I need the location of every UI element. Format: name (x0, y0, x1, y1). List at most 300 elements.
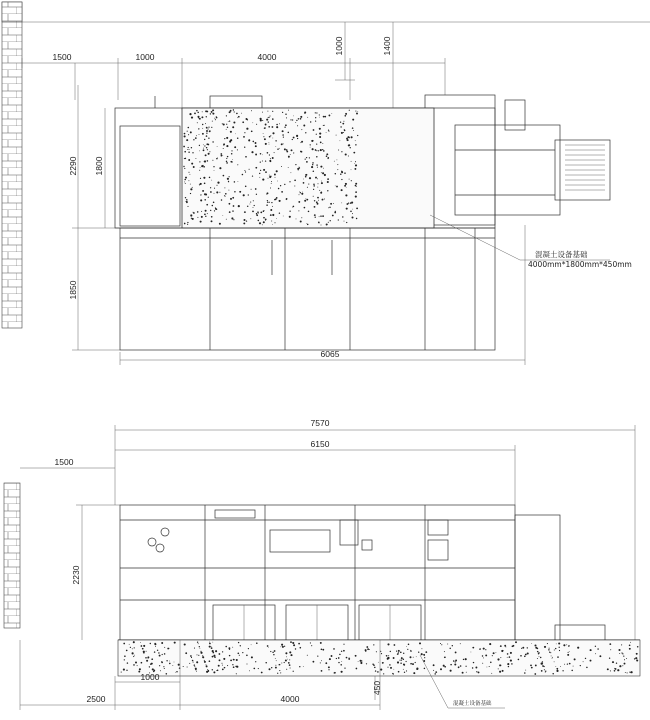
concrete-speck (568, 645, 570, 647)
concrete-speck (406, 661, 407, 662)
concrete-speck (126, 670, 127, 671)
concrete-speck (281, 646, 282, 647)
concrete-speck (205, 210, 207, 212)
concrete-speck (393, 673, 394, 674)
concrete-speck (233, 666, 235, 668)
concrete-speck (383, 673, 384, 674)
concrete-speck (401, 657, 403, 659)
concrete-speck (286, 199, 287, 200)
concrete-speck (232, 664, 233, 665)
concrete-speck (291, 172, 292, 173)
concrete-speck (237, 117, 238, 118)
concrete-speck (347, 139, 349, 141)
concrete-speck (326, 132, 327, 133)
concrete-speck (211, 647, 213, 649)
concrete-speck (320, 166, 322, 168)
concrete-speck (188, 134, 189, 135)
dim-plan-1850: 1850 (68, 280, 78, 300)
concrete-speck (293, 137, 295, 139)
concrete-speck (401, 659, 402, 660)
concrete-speck (515, 641, 517, 643)
concrete-speck (234, 146, 236, 148)
concrete-speck (230, 110, 232, 112)
concrete-speck (303, 182, 305, 184)
concrete-speck (202, 655, 203, 656)
concrete-speck (285, 659, 287, 661)
concrete-speck (184, 223, 186, 225)
concrete-speck (341, 203, 342, 204)
concrete-speck (204, 139, 205, 140)
concrete-speck (207, 669, 208, 670)
concrete-speck (154, 651, 155, 652)
concrete-speck (334, 161, 335, 162)
concrete-speck (524, 656, 526, 658)
concrete-speck (211, 127, 212, 128)
concrete-speck (234, 659, 235, 660)
concrete-speck (176, 671, 177, 672)
concrete-speck (417, 669, 418, 670)
concrete-speck (556, 644, 557, 645)
concrete-speck (212, 113, 214, 115)
plan-foundation-callout (430, 215, 632, 269)
dim-elev-1500: 1500 (54, 457, 74, 467)
concrete-speck (282, 134, 284, 136)
concrete-speck (238, 205, 240, 207)
concrete-speck (214, 656, 216, 658)
concrete-speck (321, 225, 322, 226)
concrete-speck (573, 666, 574, 667)
concrete-speck (222, 669, 224, 671)
concrete-speck (143, 645, 145, 647)
concrete-speck (206, 127, 208, 129)
concrete-speck (200, 652, 202, 654)
concrete-speck (283, 216, 284, 217)
concrete-speck (246, 663, 247, 664)
concrete-speck (289, 216, 291, 218)
concrete-speck (380, 651, 381, 652)
concrete-speck (597, 648, 599, 650)
concrete-speck (450, 664, 452, 666)
concrete-speck (249, 169, 250, 170)
concrete-speck (558, 642, 560, 644)
concrete-speck (313, 170, 315, 172)
concrete-speck (228, 121, 229, 122)
concrete-speck (279, 200, 281, 202)
concrete-speck (272, 118, 274, 120)
concrete-speck (341, 179, 342, 180)
concrete-speck (300, 220, 302, 222)
concrete-speck (148, 658, 149, 659)
concrete-speck (413, 672, 415, 674)
concrete-speck (610, 649, 611, 650)
concrete-speck (204, 145, 205, 146)
concrete-speck (284, 184, 285, 185)
concrete-speck (354, 168, 356, 170)
concrete-speck (263, 221, 265, 223)
concrete-speck (197, 217, 198, 218)
concrete-speck (465, 666, 466, 667)
concrete-speck (202, 124, 203, 125)
concrete-speck (338, 219, 339, 220)
concrete-speck (272, 138, 273, 139)
concrete-speck (222, 215, 223, 216)
concrete-speck (276, 218, 277, 219)
concrete-speck (465, 658, 467, 660)
concrete-speck (204, 182, 206, 184)
concrete-speck (268, 178, 269, 179)
concrete-speck (299, 191, 300, 192)
concrete-speck (305, 198, 306, 199)
concrete-speck (330, 220, 331, 221)
concrete-speck (449, 648, 450, 649)
concrete-speck (212, 652, 214, 654)
concrete-speck (285, 113, 286, 114)
concrete-speck (134, 647, 135, 648)
concrete-speck (331, 655, 333, 657)
concrete-speck (183, 666, 184, 667)
concrete-speck (444, 666, 446, 668)
concrete-speck (140, 642, 141, 643)
concrete-speck (286, 117, 287, 118)
concrete-speck (249, 670, 250, 671)
concrete-speck (206, 147, 207, 148)
dim-plan-4000: 4000 (257, 52, 277, 62)
concrete-speck (221, 155, 223, 157)
concrete-speck (373, 644, 374, 645)
concrete-speck (185, 183, 186, 184)
concrete-speck (521, 648, 522, 649)
concrete-speck (559, 647, 560, 648)
concrete-speck (268, 647, 269, 648)
concrete-speck (496, 652, 497, 653)
concrete-speck (184, 151, 186, 153)
concrete-speck (485, 649, 486, 650)
concrete-speck (590, 649, 592, 651)
concrete-speck (463, 659, 464, 660)
concrete-speck (346, 203, 348, 205)
concrete-speck (274, 152, 275, 153)
concrete-speck (188, 180, 189, 181)
concrete-speck (255, 145, 257, 147)
concrete-speck (255, 154, 257, 156)
concrete-speck (201, 165, 203, 167)
dim-elev-6150: 6150 (310, 439, 330, 449)
concrete-speck (268, 202, 269, 203)
concrete-speck (440, 668, 442, 670)
concrete-speck (169, 661, 170, 662)
concrete-speck (458, 666, 460, 668)
concrete-speck (400, 651, 402, 653)
concrete-speck (294, 186, 295, 187)
concrete-speck (507, 657, 508, 658)
concrete-speck (264, 138, 266, 140)
concrete-speck (544, 669, 545, 670)
concrete-speck (337, 169, 338, 170)
concrete-speck (328, 207, 329, 208)
concrete-speck (327, 224, 328, 225)
concrete-speck (187, 666, 188, 667)
concrete-speck (344, 185, 346, 187)
concrete-speck (288, 156, 290, 158)
concrete-speck (315, 177, 317, 179)
concrete-speck (275, 658, 276, 659)
concrete-speck (164, 653, 166, 655)
concrete-speck (212, 642, 213, 643)
concrete-speck (312, 164, 313, 165)
concrete-speck (280, 672, 281, 673)
concrete-speck (509, 656, 511, 658)
concrete-speck (324, 198, 325, 199)
concrete-speck (203, 148, 204, 149)
concrete-speck (272, 206, 273, 207)
concrete-speck (498, 668, 499, 669)
concrete-speck (298, 210, 299, 211)
concrete-speck (472, 667, 473, 668)
concrete-speck (319, 117, 320, 118)
concrete-speck (329, 207, 330, 208)
concrete-speck (352, 127, 354, 129)
concrete-speck (258, 668, 259, 669)
concrete-speck (207, 670, 209, 672)
concrete-speck (184, 181, 185, 182)
concrete-speck (158, 652, 159, 653)
concrete-speck (199, 134, 200, 135)
concrete-speck (341, 151, 342, 152)
concrete-speck (197, 112, 199, 114)
concrete-speck (224, 187, 225, 188)
concrete-speck (636, 653, 638, 655)
concrete-speck (186, 199, 187, 200)
concrete-speck (511, 663, 513, 665)
concrete-speck (207, 160, 209, 162)
concrete-speck (256, 642, 258, 644)
concrete-speck (316, 112, 317, 113)
concrete-speck (512, 645, 514, 647)
concrete-speck (361, 660, 362, 661)
concrete-speck (366, 646, 368, 648)
concrete-speck (321, 172, 322, 173)
concrete-speck (184, 168, 185, 169)
concrete-speck (217, 182, 219, 184)
concrete-speck (253, 668, 255, 670)
concrete-speck (194, 664, 196, 666)
concrete-speck (167, 648, 169, 650)
concrete-speck (290, 154, 291, 155)
concrete-speck (237, 149, 238, 150)
concrete-speck (328, 222, 329, 223)
concrete-speck (500, 645, 502, 647)
concrete-speck (193, 166, 195, 168)
concrete-speck (310, 642, 311, 643)
plan-machine-base (120, 228, 495, 350)
concrete-speck (341, 132, 343, 134)
concrete-speck (132, 652, 134, 654)
concrete-speck (629, 648, 631, 650)
concrete-speck (473, 662, 474, 663)
concrete-speck (207, 149, 208, 150)
concrete-speck (124, 659, 125, 660)
concrete-speck (216, 185, 217, 186)
concrete-speck (258, 213, 259, 214)
concrete-speck (192, 660, 194, 662)
concrete-speck (322, 215, 324, 217)
concrete-speck (188, 127, 190, 129)
concrete-speck (268, 121, 269, 122)
concrete-speck (219, 659, 221, 661)
concrete-speck (232, 647, 233, 648)
concrete-speck (403, 664, 405, 666)
concrete-speck (273, 654, 274, 655)
concrete-speck (240, 645, 241, 646)
concrete-speck (206, 204, 208, 206)
concrete-speck (239, 191, 241, 193)
concrete-speck (199, 145, 200, 146)
concrete-speck (211, 216, 213, 218)
concrete-speck (525, 670, 526, 671)
concrete-speck (390, 651, 391, 652)
concrete-speck (214, 188, 215, 189)
concrete-speck (246, 128, 248, 130)
concrete-speck (403, 658, 405, 660)
concrete-speck (349, 179, 350, 180)
concrete-speck (193, 662, 194, 663)
concrete-speck (500, 657, 501, 658)
concrete-speck (286, 656, 287, 657)
concrete-speck (203, 177, 205, 179)
concrete-speck (293, 671, 294, 672)
dim-plan-2290: 2290 (68, 156, 78, 176)
concrete-speck (567, 663, 568, 664)
concrete-speck (327, 158, 328, 159)
concrete-speck (233, 659, 235, 661)
concrete-speck (197, 654, 198, 655)
concrete-speck (522, 647, 524, 649)
concrete-speck (223, 658, 225, 660)
concrete-speck (213, 655, 215, 657)
dim-plan-6065: 6065 (320, 349, 340, 359)
concrete-speck (260, 118, 262, 120)
concrete-speck (298, 201, 300, 203)
concrete-speck (215, 119, 216, 120)
concrete-speck (187, 206, 188, 207)
concrete-speck (195, 668, 197, 670)
dim-elev-4000: 4000 (280, 694, 300, 704)
concrete-speck (345, 183, 347, 185)
concrete-speck (226, 145, 228, 147)
concrete-speck (164, 668, 165, 669)
concrete-speck (196, 135, 197, 136)
concrete-speck (274, 174, 276, 176)
concrete-speck (352, 119, 354, 121)
concrete-speck (141, 645, 143, 647)
concrete-speck (549, 652, 550, 653)
concrete-speck (204, 661, 206, 663)
concrete-speck (321, 182, 323, 184)
concrete-speck (507, 653, 509, 655)
concrete-speck (435, 671, 437, 673)
concrete-speck (263, 217, 265, 219)
concrete-speck (331, 113, 332, 114)
concrete-speck (329, 658, 331, 660)
concrete-speck (236, 666, 238, 668)
concrete-speck (295, 648, 296, 649)
concrete-speck (246, 655, 248, 657)
concrete-speck (319, 216, 320, 217)
concrete-speck (580, 665, 581, 666)
concrete-speck (217, 158, 218, 159)
concrete-speck (344, 221, 345, 222)
concrete-speck (267, 645, 269, 647)
concrete-speck (455, 651, 457, 653)
concrete-speck (345, 194, 347, 196)
concrete-speck (318, 183, 319, 184)
concrete-speck (349, 657, 350, 658)
concrete-speck (268, 126, 270, 128)
concrete-speck (434, 673, 436, 675)
concrete-speck (310, 147, 311, 148)
concrete-speck (250, 202, 251, 203)
concrete-speck (229, 176, 230, 177)
concrete-speck (274, 222, 275, 223)
concrete-speck (348, 155, 349, 156)
concrete-speck (201, 194, 202, 195)
concrete-speck (302, 192, 303, 193)
concrete-speck (333, 648, 335, 650)
concrete-speck (337, 160, 338, 161)
dim-elev-450: 450 (372, 680, 382, 696)
concrete-speck (355, 185, 357, 187)
concrete-speck (351, 180, 352, 181)
concrete-speck (197, 211, 199, 213)
concrete-speck (204, 193, 206, 195)
concrete-speck (569, 651, 570, 652)
concrete-speck (322, 199, 324, 201)
concrete-speck (472, 647, 474, 649)
concrete-speck (336, 186, 338, 188)
concrete-speck (200, 199, 202, 201)
concrete-speck (270, 135, 271, 136)
concrete-speck (123, 669, 125, 671)
concrete-speck (226, 161, 227, 162)
concrete-speck (238, 181, 239, 182)
concrete-speck (196, 661, 198, 663)
concrete-speck (185, 652, 187, 654)
concrete-speck (251, 644, 252, 645)
concrete-speck (193, 139, 194, 140)
concrete-speck (520, 655, 522, 657)
concrete-speck (259, 173, 260, 174)
concrete-speck (260, 212, 262, 214)
concrete-speck (277, 673, 278, 674)
concrete-speck (194, 666, 195, 667)
plan-left-dimensions (68, 85, 180, 350)
concrete-speck (187, 131, 188, 132)
concrete-speck (252, 176, 253, 177)
concrete-speck (307, 224, 309, 226)
concrete-speck (256, 194, 257, 195)
concrete-speck (151, 658, 153, 660)
concrete-speck (424, 657, 425, 658)
concrete-speck (130, 647, 131, 648)
concrete-speck (244, 211, 246, 213)
concrete-speck (569, 663, 571, 665)
concrete-speck (440, 643, 441, 644)
concrete-speck (483, 657, 484, 658)
concrete-speck (259, 222, 261, 224)
concrete-speck (338, 657, 340, 659)
concrete-speck (244, 170, 245, 171)
concrete-speck (230, 198, 232, 200)
